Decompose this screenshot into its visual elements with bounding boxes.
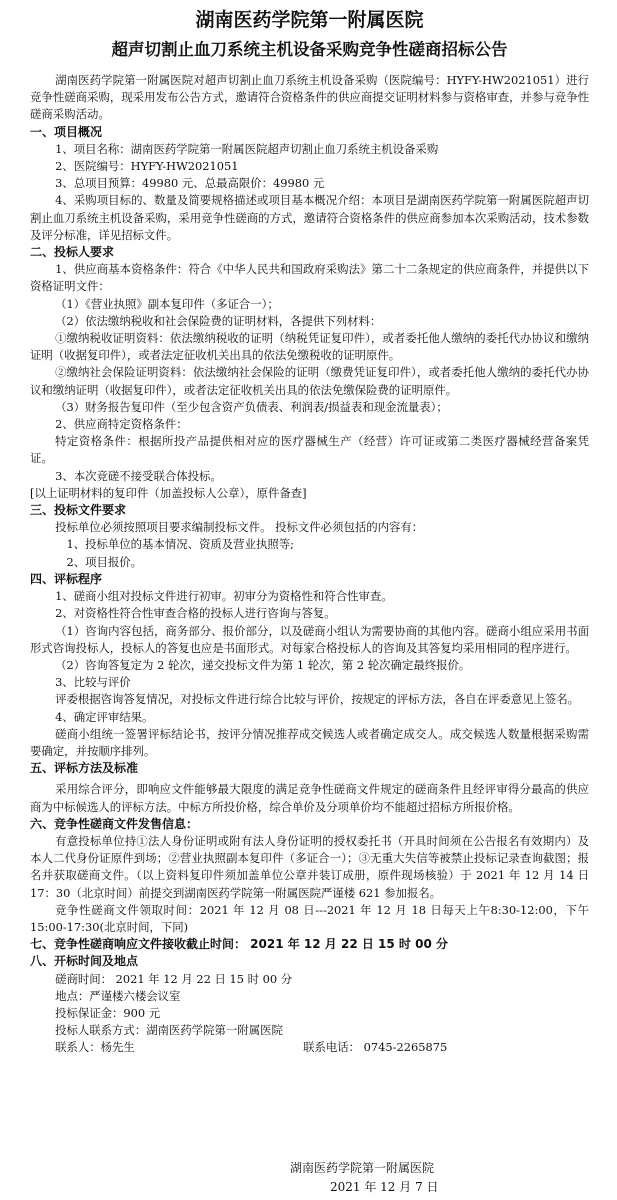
s3-p1: 投标单位必须按照项目要求编制投标文件。 投标文件必须包括的内容有： — [55, 520, 424, 535]
s1-item-3: 3、总项目预算：49980 元、总最高限价：49980 元 — [55, 176, 325, 191]
footer-org: 湖南医药学院第一附属医院 — [290, 1161, 435, 1175]
s5-p1: 采用综合评分，即响应文件能够最大限度的满足竞争性磋商文件规定的磋商条件且经评审得分最高的供应商为中标候选人的评标方法。中标方所投价格，综合单价及分项单价均不能超过招标方所报价格。 — [30, 782, 589, 814]
s4-p4: （2）咨询答复定为 2 轮次，递交投标文件为第 1 轮次，第 2 轮次确定最终报价。 — [55, 657, 471, 672]
s4-p1: 1、磋商小组对投标文件进行初审。初审分为资格性和符合性审查。 — [55, 589, 393, 604]
s6-p2: 竞争性磋商文件领取时间：2021 年 12 月 08 日---2021 年 12 月 18 日每天上午8:30-12:00，下午 15:00-17:30(北京时间，下同) — [30, 902, 589, 934]
s3-p3: 2、项目报价。 — [66, 554, 143, 569]
s2-p8: 特定资格条件：根据所投产品提供相对应的医疗器械生产（经营）许可证或第二类医疗器械经营备案凭证。 — [30, 434, 589, 466]
opening-place: 地点：严谨楼六楼会议室 — [55, 988, 181, 1003]
bid-deposit: 投标保证金：900 元 — [55, 1005, 161, 1020]
section-7-heading: 七、竞争性磋商响应文件接收截止时间： 2021 年 12 月 22 日 15 时 00 分 — [30, 937, 448, 952]
s1-item-2: 2、医院编号：HYFY-HW2021051 — [55, 159, 239, 174]
s4-p7: 4、确定评审结果。 — [55, 709, 154, 724]
contact-row — [30, 1039, 589, 1056]
s2-p5: ②缴纳社会保险证明资料：依法缴纳社会保险的证明（缴费凭证复印件），或者委托他人缴纳的委托代办协议和缴纳证明（收据复印件），或者法定征收机关出具的依法免缴保险费的证明原件。 — [30, 365, 589, 397]
s4-p6: 评委根据咨询答复情况，对投标文件进行综合比较与评价，按规定的评标方法，各自在评委意见上签名。 — [55, 692, 580, 707]
s2-p7: 2、供应商特定资格条件： — [55, 417, 188, 432]
s4-p8: 磋商小组统一签署评标结论书，按评分情况推荐成交候选人或者确定成交人。成交候选人数量根据采购需要确定，并按顺序排列。 — [30, 726, 589, 758]
s3-p2: 1、投标单位的基本情况、资质及营业执照等; — [66, 537, 294, 552]
s4-p2: 2、对资格性符合性审查合格的投标人进行咨询与答复。 — [55, 606, 336, 621]
s4-p5: 3、比较与评价 — [55, 675, 131, 690]
s2-p9: 3、本次竞磋不接受联合体投标。 — [55, 468, 222, 483]
s2-p4: ①缴纳税收证明资料：依法缴纳税收的证明（纳税凭证复印件），或者委托他人缴纳的委托代办协议和缴纳证明（收据复印件），或者法定征收机关出具的依法免缴税收的证明原件。 — [30, 331, 589, 363]
s1-item-4: 4、采购项目标的、数量及简要规格描述或项目基本概况介绍：本项目是湖南医药学院第一附属医院超声切割止血刀系统主机设备采购，采用竞争性磋商的方式，邀请符合资格条件的供应商参加本次采购活动，技术参数及评分标准，详见招标文件。 — [30, 193, 589, 242]
hospital-title: 湖南医药学院第一附属医院 — [195, 9, 424, 31]
contact-person: 联系人：杨先生 — [55, 1040, 135, 1055]
section-3-heading: 三、投标文件要求 — [30, 503, 127, 518]
section-6-heading: 六、竞争性磋商文件发售信息： — [30, 816, 199, 831]
s4-p3: （1）咨询内容包括，商务部分、报价部分，以及磋商小组认为需要协商的其他内容。磋商小组应采用书面形式咨询投标人，投标人的答复也应是书面形式。对每家合格投标人的咨询及其答复均采用相同的程序进行。 — [30, 623, 589, 655]
s2-p1: 1、供应商基本资格条件：符合《中华人民共和国政府采购法》第二十二条规定的供应商条件，并提供以下资格证明文件： — [30, 262, 589, 294]
s2-p3: （2）依法缴纳税收和社会保险费的证明材料，各提供下列材料： — [55, 313, 382, 328]
notice-title: 超声切割止血刀系统主机设备采购竞争性磋商招标公告 — [111, 40, 508, 59]
section-8-heading: 八、开标时间及地点 — [30, 954, 139, 969]
section-5-heading: 五、评标方法及标准 — [30, 761, 139, 776]
contact-phone: 联系电话： 0745-2265875 — [303, 1040, 448, 1055]
opening-time: 磋商时间： 2021 年 12 月 22 日 15 时 00 分 — [55, 971, 293, 986]
section-2-heading: 二、投标人要求 — [30, 245, 115, 260]
s6-p1: 有意投标单位持①法人身份证明或附有法人身份证明的授权委托书（开具时间须在公告报名有效期内）及本人二代身份证原件到场；②营业执照副本复印件（多证合一）；③无重大失信等被禁止投标记录查询截图；报名并获取磋商文件。（以上资料复印件须加盖单位公章并装订成册，原件现场核验）于 2021 年 12 月 14 日 17：30（北京时间）前提交到湖南医药学院第一附属医院严谨楼 621 参加报名。 — [30, 833, 589, 900]
intro-paragraph: 湖南医药学院第一附属医院对超声切割止血刀系统主机设备采购（医院编号：HYFY-HW2021051）进行竞争性磋商采购，现采用发布公告方式，邀请符合资格条件的供应商提交证明材料参与资格审查，并参与竞争性磋商采购活动。 — [30, 73, 589, 122]
contact-org: 投标人联系方式：湖南医药学院第一附属医院 — [55, 1023, 283, 1038]
s2-p6: （3）财务报告复印件（至少包含资产负债表、利润表/损益表和现金流量表）； — [55, 399, 448, 414]
s2-p2: （1）《营业执照》副本复印件（多证合一）； — [55, 296, 279, 311]
section-4-heading: 四、评标程序 — [30, 571, 103, 586]
s1-item-1: 1、项目名称：湖南医药学院第一附属医院超声切割止血刀系统主机设备采购 — [55, 141, 439, 156]
s2-p10: [以上证明材料的复印件（加盖投标人公章），原件备查] — [30, 485, 307, 500]
footer-date: 2021 年 12 月 7 日 — [330, 1180, 439, 1194]
section-1-heading: 一、项目概况 — [30, 124, 103, 139]
